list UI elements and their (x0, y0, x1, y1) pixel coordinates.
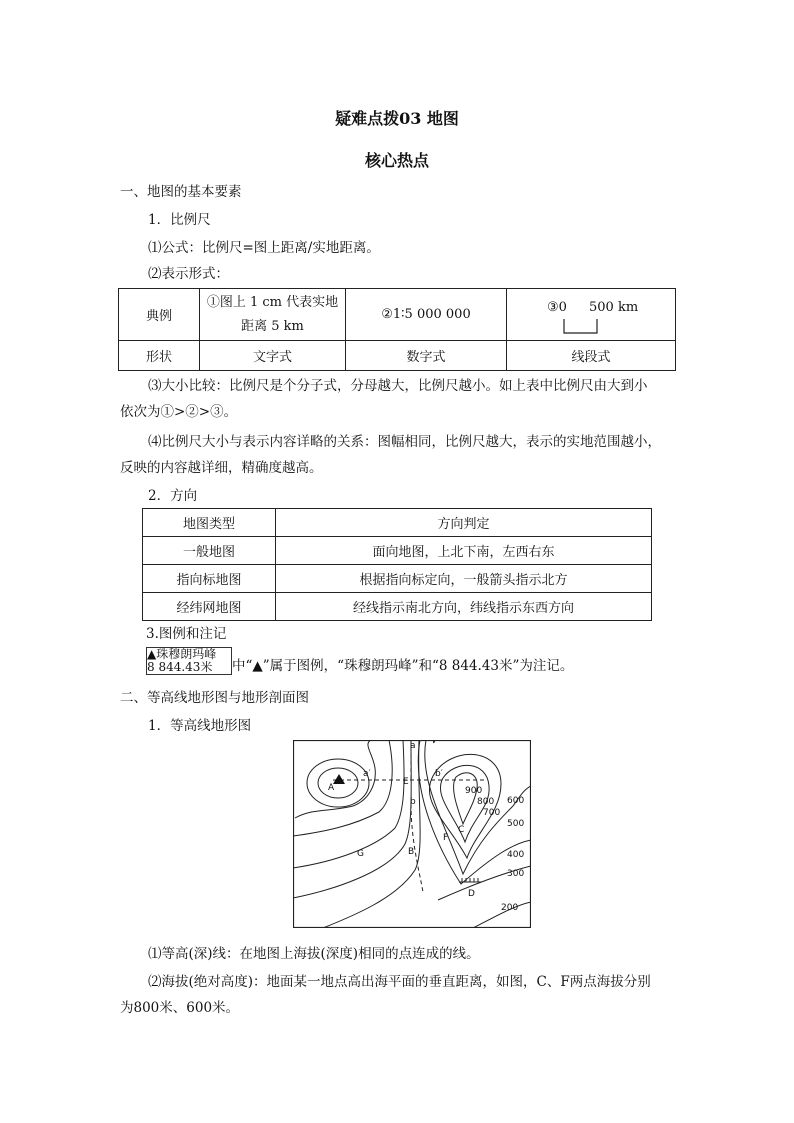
table2-cell-rule: 面向地图，上北下南，左西右东 (276, 537, 652, 565)
heading-contour-section: 二、等高线地形图与地形剖面图 (120, 690, 309, 706)
map-label-D: D (468, 889, 475, 899)
table1-example-linear-scale (507, 289, 676, 341)
contour-definition: ⑴等高(深)线：在地图上海拔(深度)相同的点连成的线。 (148, 946, 480, 962)
heading-map-elements: 一、地图的基本要素 (120, 184, 242, 200)
scale-forms-label: ⑵表示形式： (148, 266, 229, 282)
legend-explanation: 中“▲”属于图例，“珠穆朗玛峰”和“8 844.43米”为注记。 (232, 658, 574, 674)
table1-shape-linear: 线段式 (507, 341, 676, 371)
heading-scale: 1．比例尺 (148, 212, 211, 228)
heading-direction: 2．方向 (148, 488, 198, 504)
map-label-b: b (410, 797, 416, 807)
linear-scale-bar-icon (563, 318, 599, 336)
contour-label-400: 400 (507, 850, 525, 860)
altitude-definition-line1: ⑵海拔(绝对高度)：地面某一地点高出海平面的垂直距离，如图，C、F两点海拔分别 (148, 974, 651, 990)
table1-shape-text: 文字式 (200, 341, 346, 371)
direction-table (142, 508, 652, 621)
table1-ex3-value: 500 km (589, 299, 639, 315)
section-subtitle: 核心热点 (364, 151, 429, 170)
altitude-definition-line2: 为800米、600米。 (120, 1000, 240, 1016)
contour-label-200: 200 (501, 903, 519, 913)
legend-sample-box (146, 647, 232, 675)
table2-cell-rule: 经线指示南北方向，纬线指示东西方向 (276, 593, 652, 621)
scale-detail-line1: ⑷比例尺大小与表示内容详略的关系：图幅相同，比例尺越大，表示的实地范围越小， (148, 434, 661, 450)
scale-detail-line2: 反映的内容越详细，精确度越高。 (120, 460, 323, 476)
map-label-a: a (410, 741, 416, 751)
table1-example-numeric-scale: ②1∶5 000 000 (346, 289, 507, 341)
scale-formula: ⑴公式：比例尺=图上距离/实地距离。 (148, 240, 380, 256)
map-label-A: A (328, 783, 335, 793)
table2-cell-type: 指向标地图 (143, 565, 276, 593)
contour-map-figure (293, 740, 531, 928)
table1-ex1-line2: 距离 5 km (241, 318, 304, 334)
document-title: 疑难点拨03 地图 (335, 109, 459, 128)
map-label-G: G (357, 849, 364, 859)
contour-label-300: 300 (507, 869, 525, 879)
map-label-F: F (443, 833, 449, 843)
table2-cell-type: 经纬网地图 (143, 593, 276, 621)
table1-ex3-prefix: ③0 (547, 299, 567, 315)
legend-sample-line2: 8 844.43米 (147, 660, 213, 674)
contour-label-800: 800 (477, 797, 495, 807)
table2-cell-rule: 根据指向标定向，一般箭头指示北方 (276, 565, 652, 593)
table1-example-text-scale (200, 289, 346, 341)
heading-legend: 3.图例和注记 (146, 626, 227, 642)
map-label-C: C (458, 825, 465, 835)
scale-compare-line2: 依次为①>②>③。 (120, 404, 238, 420)
table2-header-type: 地图类型 (143, 509, 276, 537)
map-label-B: B (408, 847, 415, 857)
table1-ex1-line1: ①图上 1 cm 代表实地 (206, 294, 339, 310)
table1-row-label-example: 典例 (119, 289, 200, 341)
scale-compare-line1: ⑶大小比较：比例尺是个分子式，分母越大，比例尺越小。如上表中比例尺由大到小 (148, 378, 648, 394)
heading-contour-map: 1．等高线地形图 (148, 718, 252, 734)
map-label-b-prime: b′ (435, 769, 443, 779)
map-label-E: E (403, 777, 409, 787)
table1-row-label-shape: 形状 (119, 341, 200, 371)
scale-forms-table (118, 288, 676, 371)
contour-label-500: 500 (507, 819, 525, 829)
map-label-a-prime: a′ (363, 769, 371, 779)
contour-label-700: 700 (483, 808, 501, 818)
contour-label-600: 600 (507, 796, 525, 806)
table2-header-rule: 方向判定 (276, 509, 652, 537)
table1-shape-numeric: 数字式 (346, 341, 507, 371)
cliff-symbol (459, 878, 481, 882)
map-frame (294, 741, 531, 928)
legend-sample-line1: ▲珠穆朗玛峰 (147, 647, 217, 661)
contour-label-900: 900 (465, 786, 483, 796)
table2-cell-type: 一般地图 (143, 537, 276, 565)
